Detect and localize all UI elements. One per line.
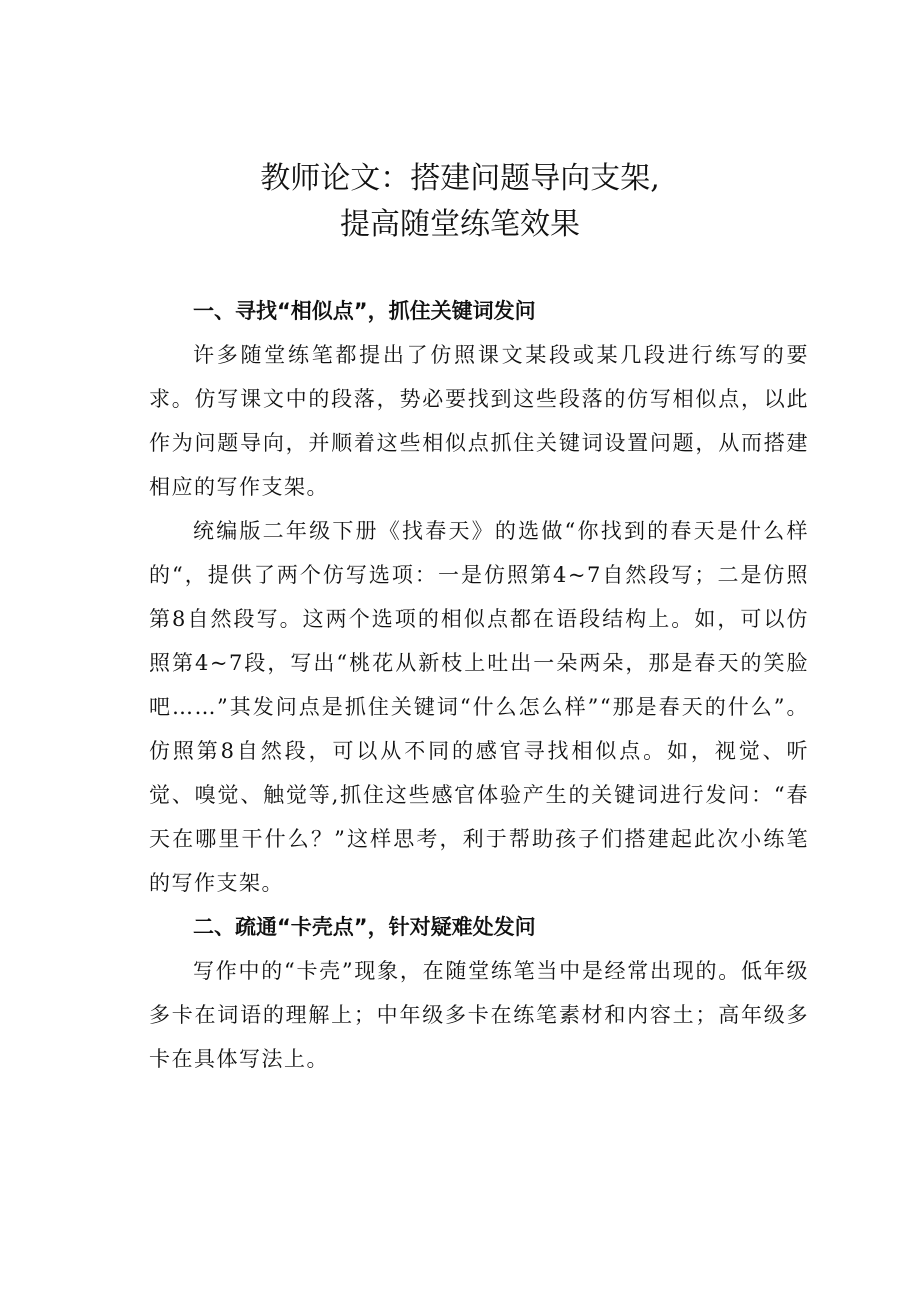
section-1-paragraph-1: 许多随堂练笔都提出了仿照课文某段或某几段进行练写的要求。仿写课文中的段落，势必要找到这些段落的仿写相似点，以此作为问题导向，并顺着这些相似点抓住关键词设置问题，从而搭建相应的写作支架。: [149, 343, 809, 499]
title-line-1: 教师论文：搭建问题导向支架,: [260, 161, 660, 196]
title-line-2: 提高随堂练笔效果: [340, 207, 580, 242]
document-body: [149, 289, 809, 1081]
document-title: [0, 156, 920, 248]
section-1-heading: 一、寻找“相似点”，抓住关键词发问: [193, 299, 536, 323]
section-1-paragraph-2: 统编版二年级下册《找春天》的选做“你找到的春天是什么样的“，提供了两个仿写选项：一是仿照第4~7自然段写；二是仿照第8自然段写。这两个选项的相似点都在语段结构上。如，可以仿照第4~7段，写出“桃花从新枝上吐出一朵两朵，那是春天的笑脸吧……”其发问点是抓住关键词“什么怎么样”“那是春天的什么”。仿照第8自然段，可以从不同的感官寻找相似点。如，视觉、听觉、嗅觉、触觉等,抓住这些感官体验产生的关键词进行发问：“春天在哪里干什么？”这样思考，利于帮助孩子们搭建起此次小练笔的写作支架。: [149, 519, 809, 895]
section-2-paragraph-1: 写作中的“卡壳”现象，在随堂练笔当中是经常出现的。低年级多卡在词语的理解上；中年级多卡在练笔素材和内容土；高年级多卡在具体写法上。: [149, 959, 809, 1071]
section-2-heading: 二、疏通“卡壳点”，针对疑难处发问: [193, 915, 536, 939]
